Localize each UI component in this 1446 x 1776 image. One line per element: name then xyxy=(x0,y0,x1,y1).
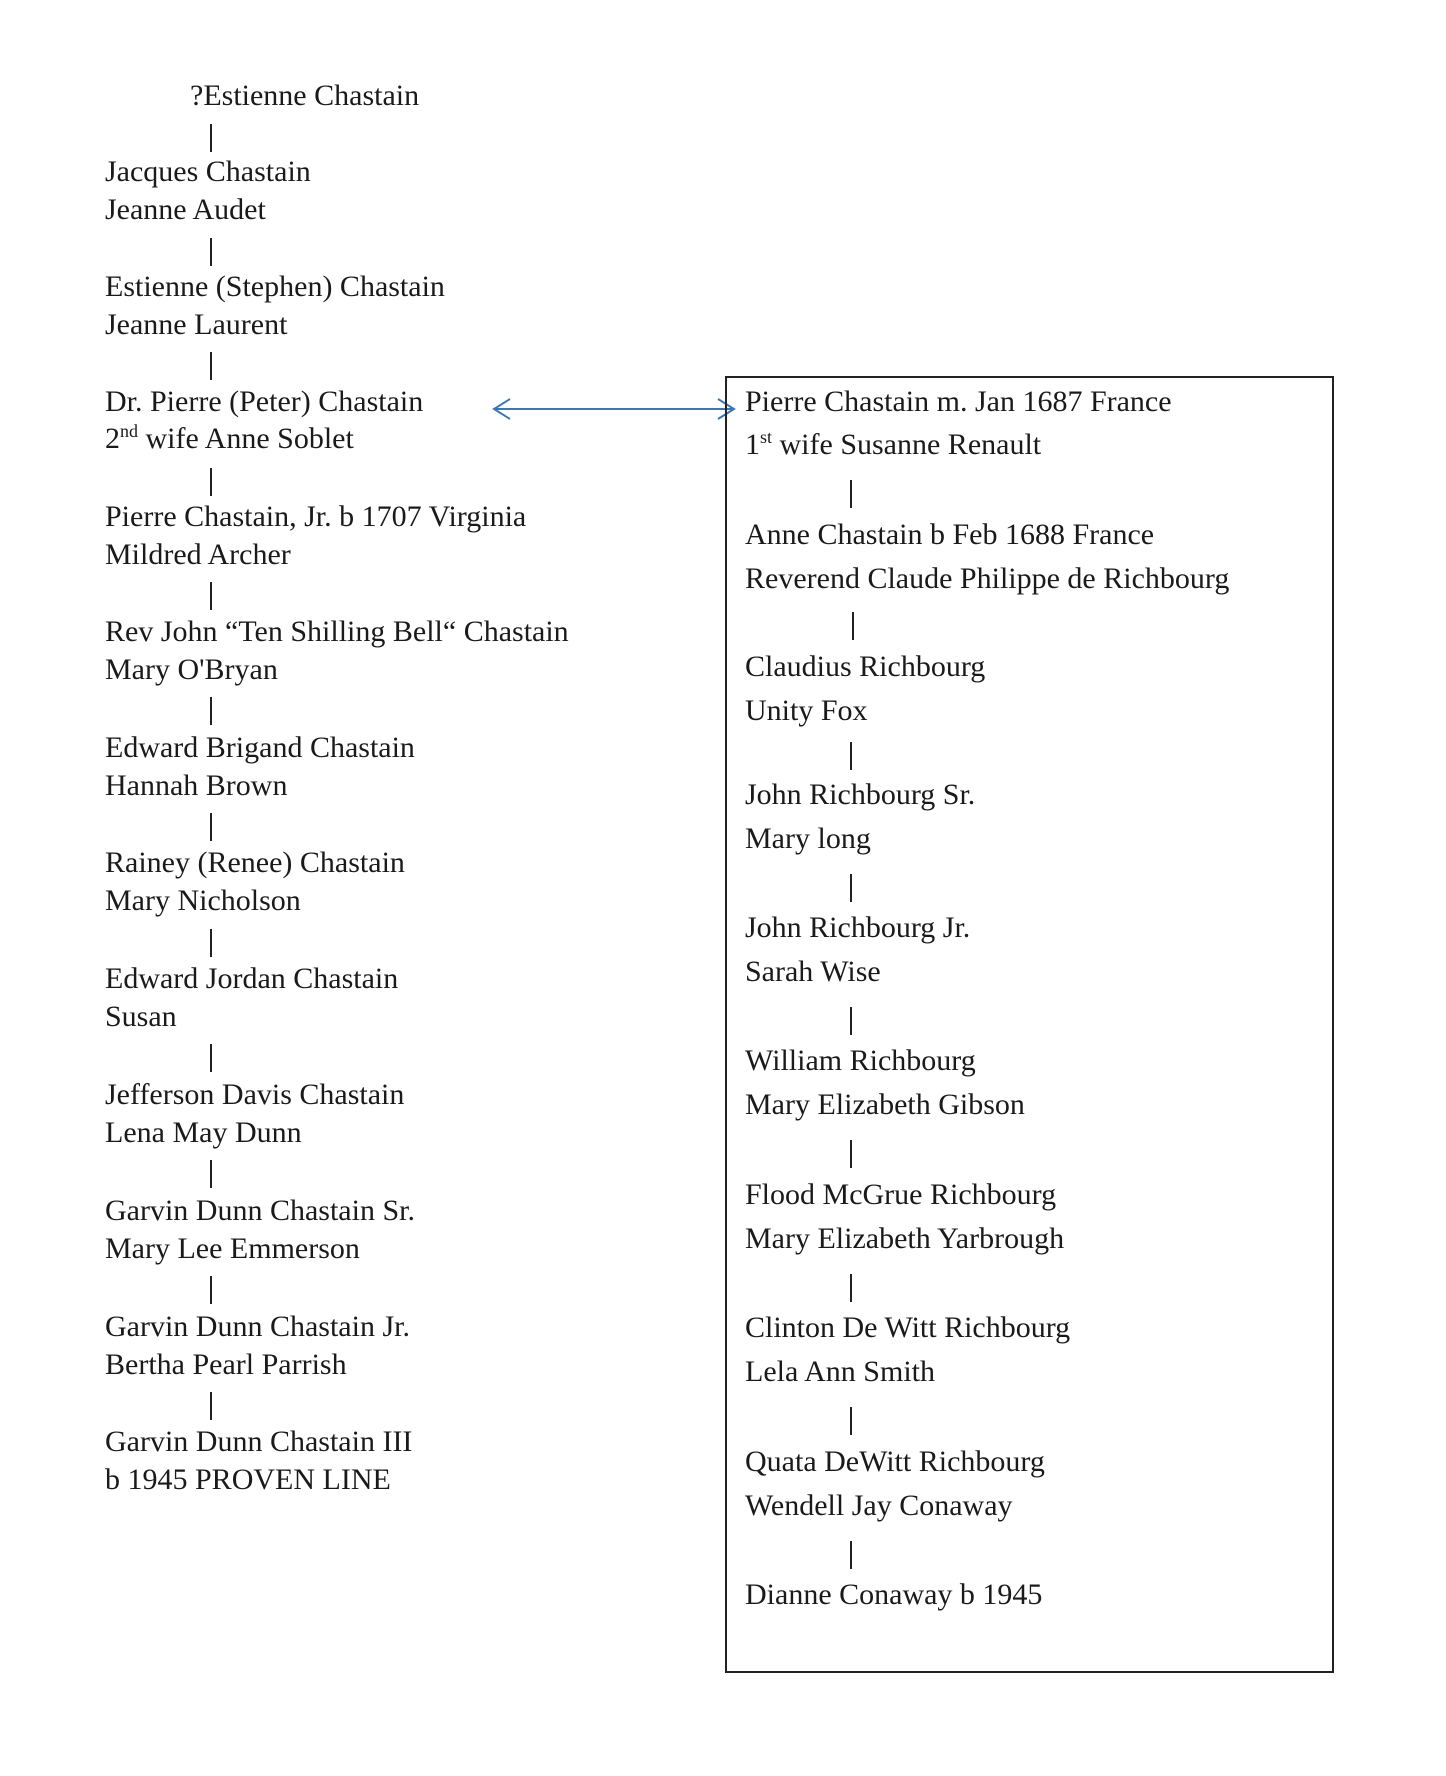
spouse-hannah-brown: Hannah Brown xyxy=(105,769,288,802)
spouse-jeanne-laurent: Jeanne Laurent xyxy=(105,308,288,341)
spouse-jeanne-audet: Jeanne Audet xyxy=(105,193,266,226)
connector-line xyxy=(210,1044,212,1072)
person-edward-brigand-chastain: Edward Brigand Chastain xyxy=(105,731,415,764)
connector-line xyxy=(210,238,212,266)
person-john-richbourg-sr: John Richbourg Sr. xyxy=(745,778,976,811)
person-garvin-dunn-chastain-sr: Garvin Dunn Chastain Sr. xyxy=(105,1194,415,1227)
person-william-richbourg: William Richbourg xyxy=(745,1044,976,1077)
spouse-susanne-renault: 1st wife Susanne Renault xyxy=(745,427,1042,461)
person-rev-john-chastain: Rev John “Ten Shilling Bell“ Chastain xyxy=(105,615,569,648)
person-garvin-dunn-chastain-iii: Garvin Dunn Chastain III xyxy=(105,1425,413,1458)
connector-line xyxy=(850,1541,852,1569)
person-jefferson-davis-chastain: Jefferson Davis Chastain xyxy=(105,1078,405,1111)
person-jacques-chastain: Jacques Chastain xyxy=(105,155,311,188)
spouse-mary-lee-emmerson: Mary Lee Emmerson xyxy=(105,1232,360,1265)
connector-line xyxy=(210,468,212,496)
connector-line xyxy=(210,582,212,610)
spouse-lena-may-dunn: Lena May Dunn xyxy=(105,1116,302,1149)
connector-line xyxy=(210,1160,212,1188)
person-pierre-chastain-1687: Pierre Chastain m. Jan 1687 France xyxy=(745,385,1172,418)
person-estienne-chastain-unknown: ?Estienne Chastain xyxy=(190,79,420,112)
spouse-mary-elizabeth-yarbrough: Mary Elizabeth Yarbrough xyxy=(745,1222,1065,1255)
person-edward-jordan-chastain: Edward Jordan Chastain xyxy=(105,962,399,995)
spouse-unity-fox: Unity Fox xyxy=(745,694,868,727)
person-flood-mcgrue-richbourg: Flood McGrue Richbourg xyxy=(745,1178,1057,1211)
person-dr-pierre-peter-chastain: Dr. Pierre (Peter) Chastain xyxy=(105,385,424,418)
spouse-lela-ann-smith: Lela Ann Smith xyxy=(745,1355,935,1388)
spouse-anne-soblet: 2nd wife Anne Soblet xyxy=(105,421,354,455)
connector-line xyxy=(210,1276,212,1304)
spouse-bertha-pearl-parrish: Bertha Pearl Parrish xyxy=(105,1348,347,1381)
spouse-susan: Susan xyxy=(105,1000,177,1033)
connector-line xyxy=(850,742,852,770)
connector-line xyxy=(210,813,212,841)
person-rainey-renee-chastain: Rainey (Renee) Chastain xyxy=(105,846,405,879)
person-garvin-dunn-chastain-jr: Garvin Dunn Chastain Jr. xyxy=(105,1310,410,1343)
spouse-mary-obryan: Mary O'Bryan xyxy=(105,653,278,686)
person-pierre-chastain-jr: Pierre Chastain, Jr. b 1707 Virginia xyxy=(105,500,527,533)
connector-line xyxy=(850,1407,852,1435)
connector-line xyxy=(850,874,852,902)
spouse-wendell-jay-conaway: Wendell Jay Conaway xyxy=(745,1489,1013,1522)
spouse-mildred-archer: Mildred Archer xyxy=(105,538,291,571)
connector-line xyxy=(850,1140,852,1168)
person-estienne-stephen-chastain: Estienne (Stephen) Chastain xyxy=(105,270,445,303)
person-clinton-de-witt-richbourg: Clinton De Witt Richbourg xyxy=(745,1311,1071,1344)
spouse-mary-nicholson: Mary Nicholson xyxy=(105,884,301,917)
connector-line xyxy=(210,1392,212,1420)
spouse-mary-elizabeth-gibson: Mary Elizabeth Gibson xyxy=(745,1088,1025,1121)
person-anne-chastain: Anne Chastain b Feb 1688 France xyxy=(745,518,1155,551)
connector-line xyxy=(210,697,212,725)
spouse-claude-philippe-de-richbourg: Reverend Claude Philippe de Richbourg xyxy=(745,562,1230,595)
connector-line xyxy=(850,1007,852,1035)
proven-line-note: b 1945 PROVEN LINE xyxy=(105,1463,391,1496)
person-claudius-richbourg: Claudius Richbourg xyxy=(745,650,986,683)
double-arrow-icon xyxy=(490,396,738,422)
connector-line xyxy=(210,352,212,380)
connector-line xyxy=(210,929,212,957)
connector-line xyxy=(210,124,212,152)
person-john-richbourg-jr: John Richbourg Jr. xyxy=(745,911,971,944)
person-quata-dewitt-richbourg: Quata DeWitt Richbourg xyxy=(745,1445,1045,1478)
connector-line xyxy=(850,1274,852,1302)
connector-line xyxy=(852,612,854,640)
spouse-mary-long: Mary long xyxy=(745,822,871,855)
person-dianne-conaway: Dianne Conaway b 1945 xyxy=(745,1578,1043,1611)
connector-line xyxy=(850,480,852,508)
spouse-sarah-wise: Sarah Wise xyxy=(745,955,881,988)
